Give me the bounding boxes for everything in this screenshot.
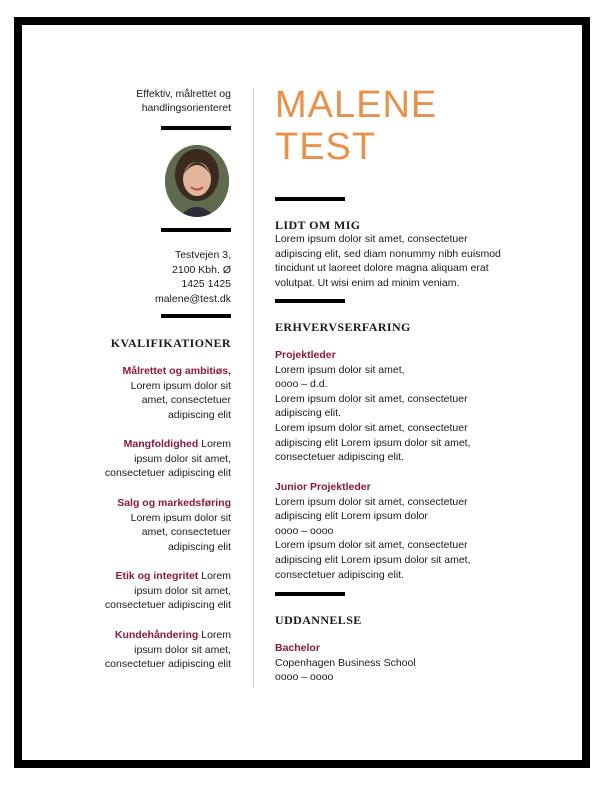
qualification-item bbox=[80, 628, 231, 672]
qualification-line: consectetuer adipiscing elit bbox=[104, 658, 231, 671]
job-line: Lorem ipsum dolor sit amet, consectetuer bbox=[275, 539, 468, 552]
job-entry bbox=[275, 480, 535, 582]
job-dates: oooo – d.d. bbox=[275, 378, 328, 391]
experience-heading: ERHVERVSERFARING bbox=[275, 320, 411, 334]
job-line: adipiscing elit Lorem ipsum dolor bbox=[275, 510, 428, 523]
job-line: consectetuer adipiscing elit. bbox=[275, 451, 404, 464]
about-line: Lorem ipsum dolor sit amet, consectetuer bbox=[275, 233, 468, 245]
job-title: Projektleder bbox=[275, 349, 336, 361]
profile-photo bbox=[165, 145, 229, 217]
first-name: MALENE bbox=[275, 84, 438, 126]
qualification-item bbox=[80, 437, 231, 481]
column-divider bbox=[253, 88, 254, 688]
postal-line: 2100 Kbh. Ø bbox=[172, 263, 231, 276]
job-line: consectetuer adipiscing elit. bbox=[275, 568, 404, 581]
divider-rule bbox=[275, 197, 345, 201]
divider-rule bbox=[161, 314, 231, 318]
job-line: adipiscing elit Lorem ipsum dolor sit amet, bbox=[275, 553, 471, 566]
job-title: Junior Projektleder bbox=[275, 481, 371, 493]
degree-title: Bachelor bbox=[275, 642, 320, 654]
qualification-line: Lorem ipsum dolor sit bbox=[130, 511, 231, 524]
job-line: Lorem ipsum dolor sit amet, consectetuer bbox=[275, 495, 468, 508]
education-entry bbox=[275, 641, 535, 685]
education-dates: oooo – oooo bbox=[275, 671, 334, 684]
qualification-title: Kundehåndering bbox=[114, 629, 199, 641]
tagline bbox=[80, 87, 231, 115]
qualification-line: ipsum dolor sit amet, bbox=[134, 643, 231, 656]
about-line: adipiscing elit, sed diam nonummy nibh euismod bbox=[275, 247, 501, 260]
email-line: malene@test.dk bbox=[154, 292, 231, 305]
divider-rule bbox=[275, 592, 345, 596]
tagline-line: Effektiv, målrettet og bbox=[136, 88, 231, 100]
about-heading: LIDT OM MIG bbox=[275, 218, 361, 232]
about-text bbox=[275, 232, 535, 290]
education-heading: UDDANNELSE bbox=[275, 613, 362, 627]
about-line: tincidunt ut laoreet dolore magna aliquam erat bbox=[275, 262, 489, 275]
qualification-line: consectetuer adipiscing elit bbox=[104, 599, 231, 612]
qualification-line: ipsum dolor sit amet, bbox=[134, 452, 231, 465]
divider-rule bbox=[275, 299, 345, 303]
qualification-text: Lorem bbox=[198, 629, 231, 641]
contact-info bbox=[80, 248, 231, 306]
job-line: adipiscing elit. bbox=[275, 407, 341, 420]
job-line: adipiscing elit Lorem ipsum dolor sit amet, bbox=[275, 436, 471, 449]
phone-line: 1425 1425 bbox=[181, 278, 231, 290]
about-line: volutpat. Ut wisi enim ad minim veniam. bbox=[275, 276, 460, 289]
qualification-title: Målrettet og ambitiøs, bbox=[122, 365, 231, 377]
divider-rule bbox=[161, 126, 231, 130]
qualification-line: adipiscing elit bbox=[167, 540, 231, 553]
qualification-line: consectetuer adipiscing elit bbox=[104, 467, 231, 480]
job-entry bbox=[275, 348, 535, 465]
qualification-line: amet, consectetuer bbox=[141, 394, 231, 407]
job-line: Lorem ipsum dolor sit amet, consectetuer bbox=[275, 421, 468, 434]
qualifications-heading: KVALIFIKATIONER bbox=[110, 336, 231, 350]
divider-rule bbox=[161, 228, 231, 232]
school-name: Copenhagen Business School bbox=[275, 656, 416, 669]
qualification-title: Etik og integritet bbox=[115, 570, 199, 582]
last-name: TEST bbox=[275, 126, 377, 168]
qualification-line: Lorem ipsum dolor sit bbox=[130, 379, 231, 392]
job-dates: oooo – oooo bbox=[275, 524, 334, 537]
qualification-item bbox=[80, 364, 231, 422]
qualification-text: Lorem bbox=[198, 570, 231, 582]
job-line: Lorem ipsum dolor sit amet, bbox=[275, 363, 405, 376]
qualification-item bbox=[80, 569, 231, 613]
qualification-title: Salg og markedsføring bbox=[117, 497, 231, 509]
full-name bbox=[275, 84, 437, 168]
qualification-title: Mangfoldighed bbox=[123, 438, 199, 450]
qualification-text: Lorem bbox=[198, 438, 231, 450]
qualification-item bbox=[80, 496, 231, 554]
qualification-line: amet, consectetuer bbox=[141, 526, 231, 539]
job-line: Lorem ipsum dolor sit amet, consectetuer bbox=[275, 392, 468, 405]
qualification-line: adipiscing elit bbox=[167, 408, 231, 421]
address-line: Testvejen 3, bbox=[174, 249, 231, 261]
qualification-line: ipsum dolor sit amet, bbox=[134, 584, 231, 597]
tagline-line: handlingsorienteret bbox=[141, 102, 231, 114]
